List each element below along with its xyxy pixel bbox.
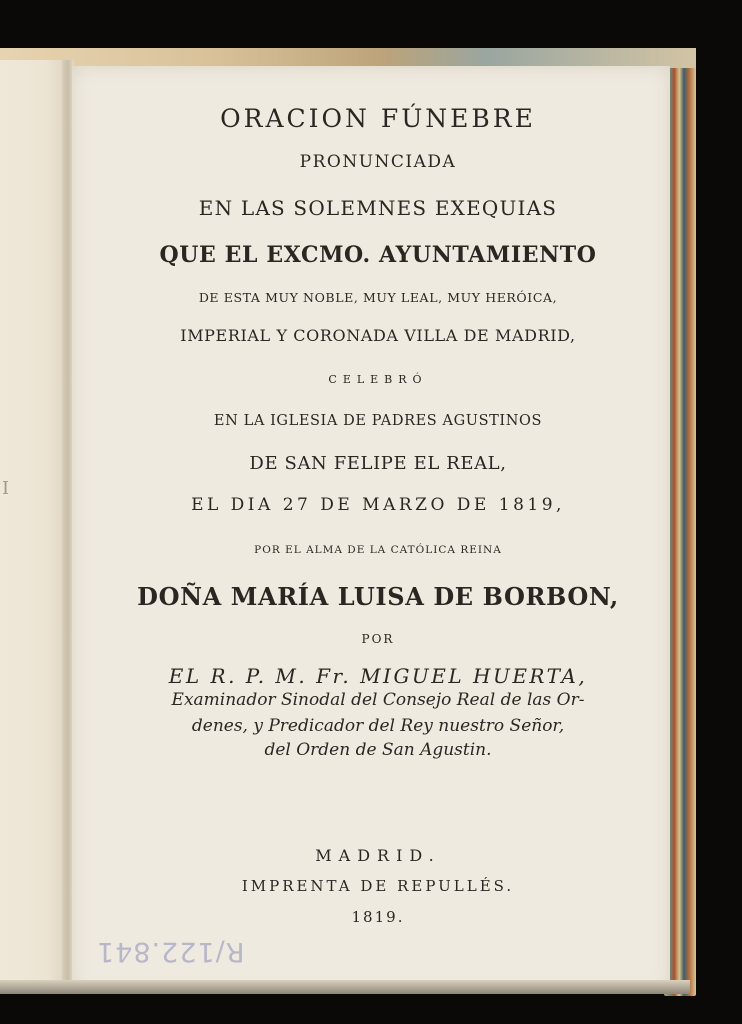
queen-name-line: DOÑA MARÍA LUISA DE BORBON, [137,582,619,611]
san-felipe-line: DE SAN FELIPE EL REAL, [249,453,507,474]
imprint-printer: IMPRENTA DE REPULLÉS. [241,877,515,895]
title: ORACION FÚNEBRE [220,104,536,133]
alma-line: POR EL ALMA DE LA CATÓLICA REINA [254,544,502,556]
imprint-place: MADRID. [315,846,441,865]
author-title-line-1: Examinador Sinodal del Consejo Real de las Or- [171,690,585,710]
villa-description-line: DE ESTA MUY NOBLE, MUY LEAL, MUY HERÓICA, [198,290,558,305]
celebro-line: CELEBRÓ [328,373,428,386]
date-line: EL DIA 27 DE MARZO DE 1819, [191,495,565,515]
imperial-line: IMPERIAL Y CORONADA VILLA DE MADRID, [180,326,576,345]
book-bottom-edge [0,980,690,994]
iglesia-line: EN LA IGLESIA DE PADRES AGUSTINOS [213,413,543,429]
author-title-line-2: denes, y Predicador del Rey nuestro Señor, [191,716,565,736]
author-title-line-3: del Orden de San Agustin. [264,740,492,760]
por-line: POR [361,632,395,646]
pronunciada-line: PRONUNCIADA [299,152,457,172]
book-top-edge [0,48,696,68]
library-shelfmark-stamp: R/122.841 [96,936,245,967]
imprint-year: 1819. [351,908,405,926]
exequias-line: EN LAS SOLEMNES EXEQUIAS [198,196,558,220]
author-line: EL R. P. M. Fr. MIGUEL HUERTA, [168,664,588,688]
ayuntamiento-line: QUE EL EXCMO. AYUNTAMIENTO [159,242,597,268]
left-page [0,60,68,980]
left-page-mark: I [2,478,10,499]
